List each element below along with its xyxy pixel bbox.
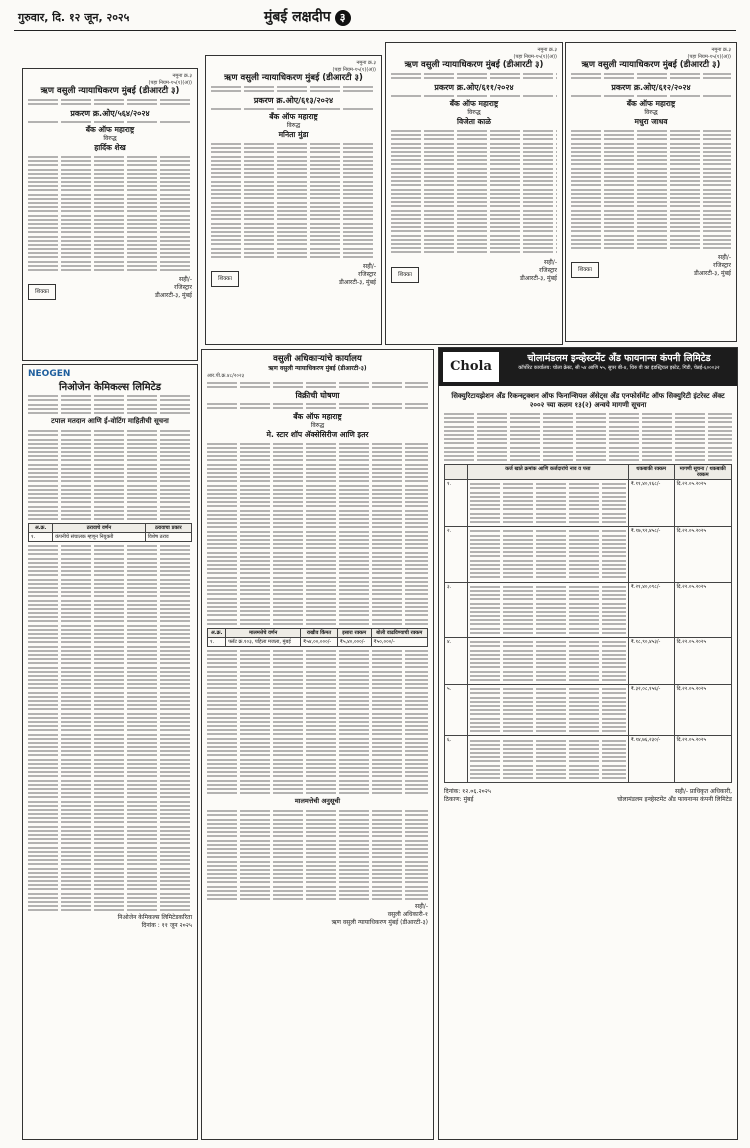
table-row: [208, 637, 428, 646]
signer-role: रजिस्ट्रार: [358, 271, 376, 279]
neogen-notice: [22, 364, 198, 1140]
table-header: कर्ज खाते क्रमांक आणि कर्जदारांचे नाव व पत्ता: [467, 465, 628, 480]
rule-ref: (पहा नियम-१५(१)(अ)): [332, 66, 376, 73]
paper-title: मुंबई लक्षदीप: [264, 9, 331, 25]
notice-body: [211, 143, 376, 258]
table-row: [445, 736, 732, 783]
office-header: वसुली अधिकाऱ्यांचे कार्यालय: [273, 354, 362, 364]
defendant: मधुरा जाधव: [634, 116, 668, 126]
masthead-paper-name: [264, 7, 351, 26]
schedule-title: मालमत्तेची अनुसूची: [294, 797, 341, 806]
seal-box: शिक्का: [391, 267, 419, 283]
neogen-logo: NEOGEN: [28, 369, 71, 379]
table-cell: दि.२२.०५.२०२५: [674, 685, 731, 736]
tribunal-title: ऋण वसुली न्यायाधिकरण मुंबई (डीआरटी ३): [581, 60, 721, 70]
tribunal-title: ऋण वसुली न्यायाधिकरण मुंबई (डीआरटी ३): [224, 73, 363, 83]
versus: विरुद्ध: [467, 108, 481, 116]
masthead: [14, 4, 736, 31]
signature: सही/-: [363, 263, 376, 271]
table-cell: १.: [208, 637, 226, 646]
chola-footer: [444, 787, 732, 803]
table-cell: ₹५४,००,०००/-: [301, 637, 338, 646]
table-cell: ३.: [445, 582, 468, 637]
signer: निओजेन केमिकल्स लिमिटेडकरिता: [117, 914, 192, 922]
table-cell: ५.: [445, 685, 468, 736]
table-cell: २.: [445, 527, 468, 582]
seal-box: शिक्का: [571, 262, 599, 278]
notice-body: [28, 430, 192, 520]
table-header: अ.क्र.: [208, 628, 226, 637]
rule-ref: (पहा नियम-१५(१)(अ)): [148, 79, 192, 86]
versus: विरुद्ध: [310, 421, 325, 429]
case-number: प्रकरण क्र.ओए/६११/२०२४: [434, 82, 514, 92]
signed-date: दिनांक : ११ जून २०२५: [141, 922, 192, 930]
notice-body: [571, 130, 731, 249]
drt-notice-3: [385, 42, 563, 345]
form-no: नमुना क्र.३: [537, 47, 557, 53]
applicant: बँक ऑफ महाराष्ट्र: [293, 411, 342, 421]
table-row: [445, 685, 732, 736]
table-row: [445, 480, 732, 527]
drt-notice-1: [22, 68, 198, 361]
seal-box: शिक्का: [28, 284, 56, 300]
chola-demand-notice: [438, 347, 738, 1140]
table-cell: कंपनीचे संचालक म्हणून नियुक्ती: [53, 533, 146, 542]
table-header: मालमत्तेचे वर्णन: [226, 628, 301, 637]
signature: सही/- प्राधिकृत अधिकारी,: [675, 788, 732, 796]
table-cell: ₹५,४०,०००/-: [337, 637, 371, 646]
signer-place: डीआरटी-३, मुंबई: [694, 270, 731, 278]
defendant: मनिता मुंडा: [278, 129, 309, 139]
chola-header: [439, 348, 737, 386]
table-header: ठरावाचे वर्णन: [53, 524, 146, 533]
table-header: इसारा रक्कम: [337, 628, 371, 637]
signer-role: रजिस्ट्रार: [174, 284, 192, 292]
versus: विरुद्ध: [286, 121, 301, 129]
case-number: प्रकरण क्र.ओए/५६४/२०२४: [70, 108, 150, 118]
table-cell: ₹.२१,४०,०९८/-: [628, 582, 674, 637]
notice-title: सिक्युरिटायझेशन अँड रिकन्स्ट्रक्शन ऑफ फिनान्शियल ॲसेट्स अँड एनफोर्समेंट ऑफ सिक्युरिटी इंटरेस्ट ॲक्ट २००२ च्या कलम १३(२) अन्वये मागणी सूचना: [451, 392, 725, 409]
table-header: अ.क्र.: [29, 524, 53, 533]
table-cell: ४.: [445, 638, 468, 685]
defendant: हार्दिक शेख: [94, 142, 126, 152]
table-cell: ₹.११,४०,१६८/-: [628, 480, 674, 527]
signature: सही/-: [718, 254, 731, 262]
tribunal-title: ऋण वसुली न्यायाधिकरण मुंबई (डीआरटी ३): [404, 60, 544, 70]
versus: विरुद्ध: [103, 134, 117, 142]
drt-notice-2: [205, 55, 382, 345]
table-row: [29, 533, 192, 542]
tribunal-name: ऋण वसुली न्यायाधिकरण मुंबई (डीआरटी-३): [268, 365, 367, 372]
table-header: ठरावाचा प्रकार: [145, 524, 191, 533]
form-no: नमुना क्र.३: [356, 60, 376, 66]
table-cell: [467, 638, 628, 685]
table-cell: विशेष ठराव: [145, 533, 191, 542]
table-cell: [467, 685, 628, 736]
company-name: निओजेन केमिकल्स लिमिटेड: [59, 382, 161, 393]
defendant: विजेता काळे: [457, 116, 491, 126]
signer-role: रजिस्ट्रार: [713, 262, 731, 270]
table-row: [445, 582, 732, 637]
table-cell: ६.: [445, 736, 468, 783]
tribunal-title: ऋण वसुली न्यायाधिकरण मुंबई (डीआरटी ३): [40, 86, 180, 96]
case-number: प्रकरण क्र.ओए/६१३/२०२४: [253, 95, 334, 105]
table-cell: ₹.३२,०८,१५६/-: [628, 685, 674, 736]
notice-body-2: [207, 650, 428, 794]
table-cell: ₹५०,०००/-: [371, 637, 427, 646]
table-cell: [467, 736, 628, 783]
seal-box: शिक्का: [211, 271, 239, 287]
recovery-sale-notice: [201, 349, 434, 1140]
notice-body: [391, 130, 557, 253]
signature: सही/-: [415, 903, 428, 911]
signature: सही/-: [179, 276, 192, 284]
table-cell: [467, 582, 628, 637]
signer-place: डीआरटी-३, मुंबई: [155, 292, 192, 300]
notice-body: [28, 156, 192, 271]
table-cell: १.: [29, 533, 53, 542]
signer-place: ऋण वसुली न्यायाधिकरण मुंबई (डीआरटी-३): [331, 919, 428, 927]
table-row: [445, 638, 732, 685]
table-cell: १.: [445, 480, 468, 527]
table-header: थकबाकी रक्कम: [628, 465, 674, 480]
defendant: मे. स्टार शॉप ॲक्सेसिरीज आणि इतर: [266, 429, 369, 439]
notice-title: विक्रीची घोषणा: [295, 391, 340, 401]
table-header: राखीव किंमत: [301, 628, 338, 637]
signature: सही/-: [544, 258, 557, 266]
chola-logo: Chola: [443, 352, 499, 382]
rule-ref: (पहा नियम-१५(१)(अ)): [513, 53, 557, 60]
notice-title: टपाल मतदान आणि ई-वोटिंग माहितीची सूचना: [51, 417, 169, 426]
notice-body-2: [28, 545, 192, 911]
table-cell: दि.२२.०५.२०२५: [674, 527, 731, 582]
table-header: [445, 465, 468, 480]
page-number-badge: ३: [335, 10, 351, 26]
table-cell: दि.२२.०५.२०२५: [674, 582, 731, 637]
signer-company: चोलामंडलम इन्व्हेस्टमेंट अँड फायनान्स कंपनी लिमिटेड: [617, 796, 732, 804]
table-cell: ₹.१७,९२,४५८/-: [628, 527, 674, 582]
notice-body: [207, 443, 428, 625]
applicant: बँक ऑफ महाराष्ट्र: [85, 124, 135, 134]
table-header: मागणी सूचना / थकबाकी रक्कम: [674, 465, 731, 480]
applicant: बँक ऑफ महाराष्ट्र: [626, 98, 676, 108]
case-number: प्रकरण क्र.ओए/६१२/२०२४: [611, 82, 691, 92]
property-table: [207, 628, 428, 647]
company-address: कॉर्पोरेट कार्यालय: चोला क्रेस्ट, सी ५४ आणि ५५, सुपर बी-४, थिरु वी का इंडस्ट्रियल इस्टेट, गिंडी, चेन्नई-६०००३२: [518, 365, 720, 371]
demand-table: [444, 464, 732, 783]
company-name: चोलामंडलम इन्व्हेस्टमेंट अँड फायनान्स कंपनी लिमिटेड: [527, 353, 711, 364]
resolution-table: [28, 523, 192, 542]
table-header: बोली वाढविण्याची रक्कम: [371, 628, 427, 637]
footer-date: दिनांक: १२.०६.२०२५: [444, 788, 491, 796]
table-cell: ₹.१४,७६,२३०/-: [628, 736, 674, 783]
table-cell: [467, 527, 628, 582]
drt-notice-4: [565, 42, 737, 342]
table-cell: ₹.१८,९०,४५३/-: [628, 638, 674, 685]
applicant: बँक ऑफ महाराष्ट्र: [449, 98, 499, 108]
table-cell: दि.२२.०५.२०२५: [674, 480, 731, 527]
signer-place: डीआरटी-३, मुंबई: [520, 274, 557, 282]
chola-content: [444, 390, 732, 1135]
applicant: बँक ऑफ महाराष्ट्र: [269, 111, 318, 121]
versus: विरुद्ध: [644, 108, 658, 116]
footer-place: ठिकाण: मुंबई: [444, 796, 474, 804]
table-row: [445, 527, 732, 582]
table-cell: दि.२२.०५.२०२५: [674, 638, 731, 685]
form-no: नमुना क्र.३: [711, 47, 731, 53]
masthead-date: गुरुवार, दि. १२ जून, २०२५: [18, 11, 130, 24]
signer-role: वसुली अधिकारी-१: [387, 911, 428, 919]
table-cell: [467, 480, 628, 527]
case-ref: आर.पी.क्र.४८/२०२३: [207, 373, 245, 379]
table-cell: फ्लॅट क्र.१०३, पहिला मजला, मुंबई: [226, 637, 301, 646]
rule-ref: (पहा नियम-१५(१)(अ)): [687, 53, 731, 60]
signer-place: डीआरटी-३, मुंबई: [339, 279, 376, 287]
schedule-body: [207, 810, 428, 900]
table-cell: दि.२२.०५.२०२५: [674, 736, 731, 783]
signer-role: रजिस्ट्रार: [539, 266, 557, 274]
form-no: नमुना क्र.३: [172, 73, 192, 79]
intro-body: [444, 413, 732, 461]
